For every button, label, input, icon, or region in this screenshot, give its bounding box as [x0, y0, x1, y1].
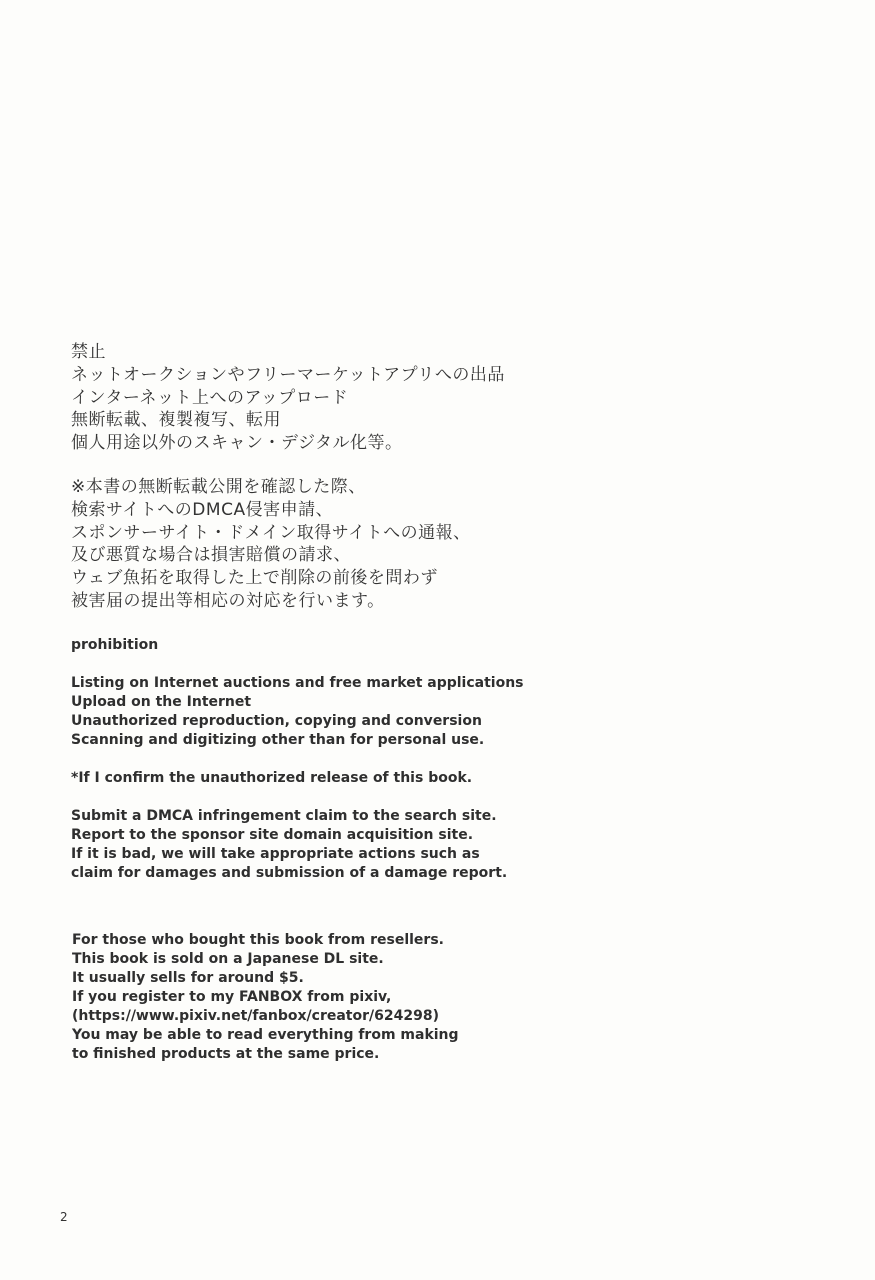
en-notice-intro: *If I confirm the unauthorized release of this book.	[71, 770, 473, 786]
en-notice-section	[71, 807, 507, 883]
jp-prohibition-line: ネットオークションやフリーマーケットアプリへの出品	[71, 364, 505, 385]
page-number: 2	[60, 1210, 68, 1224]
jp-notice-line: 被害届の提出等相応の対応を行います。	[71, 590, 385, 611]
en-prohibition-line: Upload on the Internet	[71, 694, 252, 710]
en-notice-line: claim for damages and submission of a damage report.	[71, 865, 508, 881]
jp-notice-section	[71, 476, 471, 613]
en-prohibition-heading: prohibition	[71, 637, 159, 653]
en-notice-line: If it is bad, we will take appropriate actions such as	[71, 846, 480, 862]
resellers-line: If you register to my FANBOX from pixiv,	[72, 989, 392, 1005]
jp-notice-line: ウェブ魚拓を取得した上で削除の前後を問わず	[71, 568, 438, 589]
jp-prohibition-line: インターネット上へのアップロード	[71, 387, 349, 408]
en-notice-line: Submit a DMCA infringement claim to the search site.	[71, 808, 497, 824]
jp-notice-line: 検索サイトへのDMCA侵害申請、	[71, 499, 334, 520]
en-prohibition-line: Unauthorized reproduction, copying and conversion	[71, 713, 482, 729]
jp-notice-line: ※本書の無断転載公開を確認した際、	[71, 477, 366, 497]
resellers-line: For those who bought this book from resellers.	[72, 932, 444, 948]
en-notice-line: Report to the sponsor site domain acquisition site.	[71, 827, 474, 843]
resellers-line: You may be able to read everything from making	[72, 1027, 459, 1043]
resellers-section	[72, 931, 459, 1064]
en-prohibition-line: Scanning and digitizing other than for personal use.	[71, 732, 485, 748]
jp-notice-line: 及び悪質な場合は損害賠償の請求、	[71, 545, 351, 566]
en-prohibition-section	[71, 674, 524, 750]
en-prohibition-line: Listing on Internet auctions and free market applications	[71, 675, 524, 691]
jp-prohibition-line: 無断転載、複製複写、転用	[71, 410, 281, 431]
resellers-line: This book is sold on a Japanese DL site.	[72, 951, 384, 967]
jp-prohibition-section	[71, 341, 505, 455]
resellers-line: It usually sells for around $5.	[72, 970, 304, 986]
jp-prohibition-heading: 禁止	[71, 342, 106, 362]
resellers-line: to finished products at the same price.	[72, 1046, 380, 1062]
resellers-url: (https://www.pixiv.net/fanbox/creator/624298)	[72, 1008, 439, 1024]
jp-notice-line: スポンサーサイト・ドメイン取得サイトへの通報、	[71, 522, 471, 543]
jp-prohibition-line: 個人用途以外のスキャン・デジタル化等。	[71, 433, 403, 454]
